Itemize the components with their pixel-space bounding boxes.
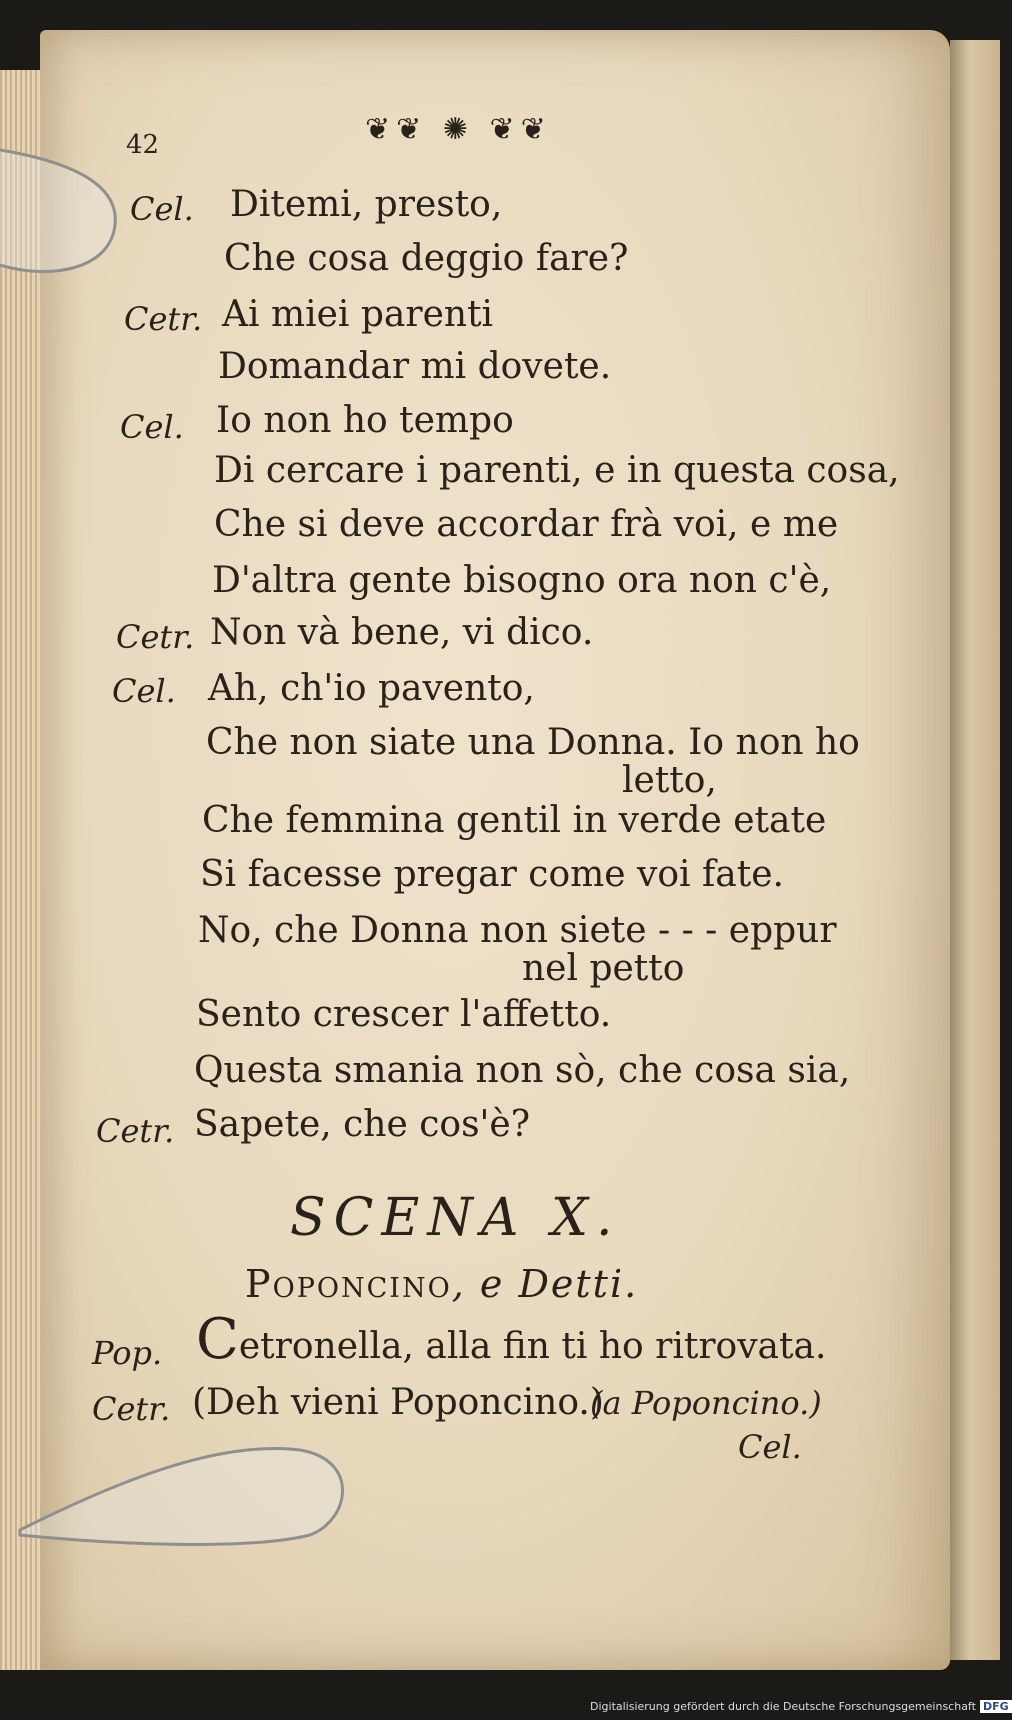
verse-line: Sento crescer l'affetto. [196,994,612,1035]
speaker-label: Cel. [130,190,194,228]
verse-line: (Deh vieni Poponcino.) [192,1382,604,1423]
stage-direction: (a Poponcino.) [590,1384,822,1422]
verse-line: Che si deve accordar frà voi, e me [214,504,839,545]
dfg-logo: DFG [980,1700,1012,1713]
speaker-label: Pop. [92,1334,163,1372]
verse-line: Che non siate una Donna. Io non ho [206,722,860,763]
scene-characters [245,1262,638,1306]
page-clip-bottom [0,1440,360,1550]
verse-line-runover: nel petto [522,948,685,989]
speaker-label: Cetr. [96,1112,175,1150]
verse-line: D'altra gente bisogno ora non c'è, [212,560,832,601]
verse-line: Questa smania non sò, che cosa sia, [194,1050,851,1091]
verse-line: Che cosa deggio fare? [224,238,629,279]
facing-page-edge [950,40,1000,1660]
verse-line: Che femmina gentil in verde etate [202,800,827,841]
verse-line [196,1307,827,1372]
speaker-label: Cel. [120,408,184,446]
verse-text: etronella, alla fin ti ho ritrovata. [238,1326,827,1367]
verse-line: Io non ho tempo [216,400,514,441]
speaker-label: Cetr. [124,300,203,338]
scene-character-rest: , e Detti. [451,1262,639,1306]
verse-line: Si facesse pregar come voi fate. [200,854,784,895]
footer-text: Digitalisierung gefördert durch die Deutsche Forschungsgemeinschaft [590,1700,976,1713]
scene-character-name: Poponcino [245,1262,452,1306]
speaker-label: Cetr. [116,618,195,656]
header-ornament: ❦❦ ✺ ❦❦ [365,112,552,147]
verse-line: Domandar mi dovete. [218,346,612,387]
verse-line: Ai miei parenti [222,294,494,335]
verse-line: Sapete, che cos'è? [194,1104,531,1145]
verse-line: Ditemi, presto, [230,184,503,225]
page-clip-top [0,140,130,290]
page-number: 42 [126,130,160,160]
verse-line: Ah, ch'io pavento, [208,668,535,709]
verse-line: No, che Donna non siete - - - eppur [198,910,837,951]
verse-line: Non và bene, vi dico. [210,612,594,653]
catchword: Cel. [738,1428,802,1466]
verse-line-runover: letto, [622,760,717,801]
speaker-label: Cetr. [92,1390,171,1428]
scene-title: SCENA X. [290,1188,621,1248]
speaker-label: Cel. [112,672,176,710]
footer-credit [590,1700,1012,1713]
drop-cap: C [196,1307,239,1372]
verse-line: Di cercare i parenti, e in questa cosa, [214,450,900,491]
